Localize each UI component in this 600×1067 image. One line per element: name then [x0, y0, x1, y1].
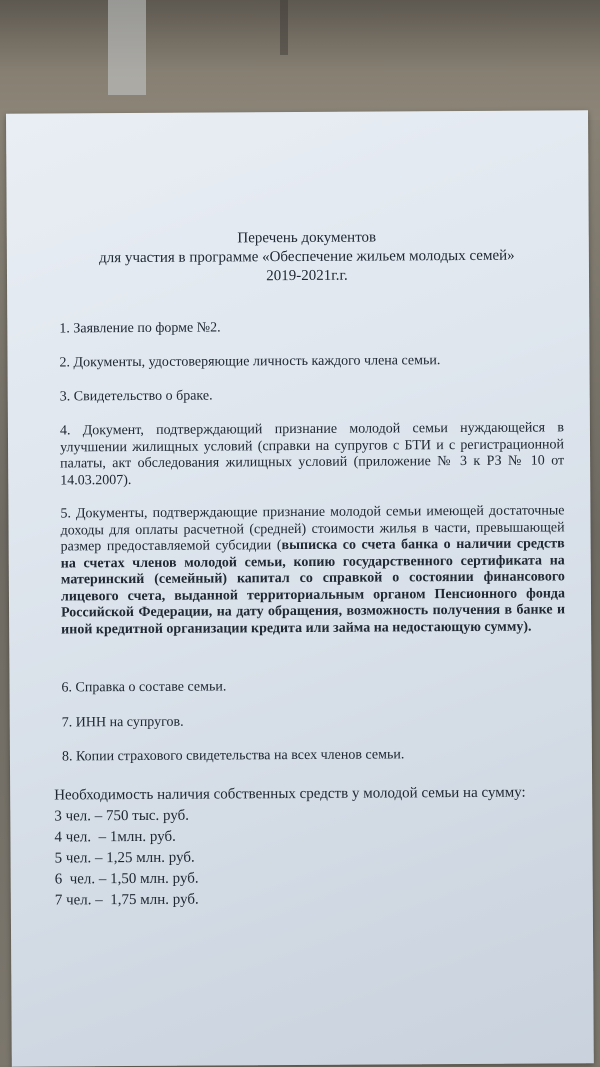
background-wall	[0, 0, 600, 120]
list-item	[60, 503, 565, 638]
funds-line: 7 чел. – 1,75 млн. руб.	[54, 891, 199, 909]
title-line-1: Перечень документов	[237, 229, 377, 247]
list-item: 7. ИНН на супругов.	[61, 714, 184, 731]
list-item: 3. Свидетельство о браке.	[59, 388, 213, 405]
list-item: 6. Справка о составе семьи.	[61, 679, 227, 696]
document-title	[7, 227, 594, 288]
funds-section	[54, 782, 575, 911]
list-item-text: 5. Документы, подтверждающие признание молодой семьи имеющей достаточные доходы для оплаты расчетной (средней) стоимости жилья в части, превышающей размер предоставляемой субсидии (	[60, 503, 565, 555]
title-line-2: для участия в программе «Обеспечение жильем молодых семей»	[99, 247, 515, 267]
list-item: 8. Копии страхового свидетельства на всех членов семьи.	[61, 747, 405, 765]
funds-line: 4 чел. – 1млн. руб.	[54, 828, 176, 846]
list-item: 2. Документы, удостоверяющие личность каждого члена семьи.	[59, 353, 441, 371]
list-item: 4. Документ, подтверждающий признание молодой семьи нуждающейся в улучшении жилищных условий (справки на супругов с БТИ и с регистрационной палаты, акт обследования жилищных условий (приложение № 3 к РЗ № 10 от 14.03.2007).	[59, 420, 565, 488]
funds-line: 3 чел. – 750 тыс. руб.	[54, 807, 190, 825]
funds-heading: Необходимость наличия собственных средств у молодой семьи на сумму:	[54, 784, 526, 804]
document-page	[6, 110, 594, 1067]
funds-line: 6 чел. – 1,50 млн. руб.	[54, 870, 199, 888]
funds-line: 5 чел. – 1,25 млн. руб.	[54, 849, 195, 867]
list-item-bold-text: выписка со счета банка о наличии средств на счетах членов молодой семьи, копию государственного сертификата на материнский (семейный) капитал со справкой о состоянии финансового лицевого счета, выданной территориальным органом Пенсионного фонда Российской Федерации, на дату обращения, возможность получения в банке и иной кредитной организации кредита или займа на недостающую сумму).	[60, 536, 566, 637]
title-line-3: 2019-2021г.г.	[266, 267, 348, 285]
list-item: 1. Заявление по форме №2.	[59, 320, 221, 337]
wall-mark	[280, 0, 288, 55]
tape-strip	[108, 0, 146, 95]
